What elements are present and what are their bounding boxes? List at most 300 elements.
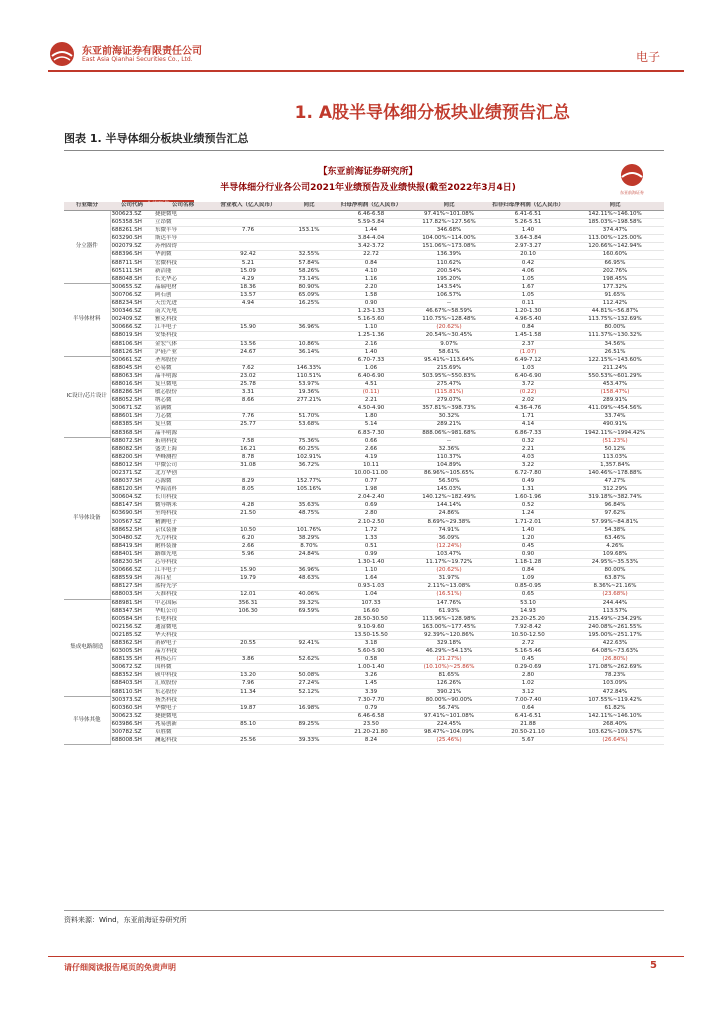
value-cell: 7.30-7.70: [334, 696, 408, 704]
company-name-cell: 晶丰明源: [154, 372, 212, 380]
value-cell: 65.09%: [284, 291, 334, 299]
company-name-cell: 捷捷微电: [154, 211, 212, 219]
value-cell: 26.51%: [566, 348, 664, 356]
stock-code-cell: 300623.SZ: [110, 211, 154, 219]
value-cell: 7.76: [212, 413, 284, 421]
value-cell: 2.10-2.50: [334, 518, 408, 526]
value-cell: 8.36%~21.16%: [566, 583, 664, 591]
value-cell: 185.03%~198.58%: [566, 219, 664, 227]
value-cell: 2.37: [490, 340, 566, 348]
table-body: [64, 211, 664, 745]
stock-code-cell: 688362.SH: [110, 639, 154, 647]
stock-code-cell: 688052.SH: [110, 397, 154, 405]
value-cell: 80.00%: [566, 567, 664, 575]
value-cell: 91.65%: [566, 291, 664, 299]
value-cell: 1.18-1.28: [490, 559, 566, 567]
brand-name-cn: 东亚前海证券有限责任公司: [82, 46, 202, 57]
value-cell: 0.69: [334, 502, 408, 510]
company-name-cell: 颀中科技: [154, 672, 212, 680]
table-row: [64, 461, 664, 469]
value-cell: 5.96: [212, 550, 284, 558]
value-cell: 1.30-1.40: [334, 559, 408, 567]
value-cell: 0.84: [490, 324, 566, 332]
value-cell: 142.11%~146.10%: [566, 712, 664, 720]
value-cell: [212, 316, 284, 324]
value-cell: 73.14%: [284, 275, 334, 283]
value-cell: 0.79: [334, 704, 408, 712]
value-cell: 40.06%: [284, 591, 334, 599]
stock-code-cell: 300706.SZ: [110, 291, 154, 299]
value-cell: 6.41-6.51: [490, 712, 566, 720]
value-cell: 0.77: [334, 478, 408, 486]
table-row: [64, 486, 664, 494]
value-cell: 0.99: [334, 550, 408, 558]
value-cell: 48.63%: [284, 575, 334, 583]
table-row: [64, 550, 664, 558]
stock-code-cell: 688082.SH: [110, 445, 154, 453]
page-header: [48, 34, 684, 70]
value-cell: 10.00-11.00: [334, 470, 408, 478]
value-cell: 3.18: [334, 639, 408, 647]
table-row: [64, 494, 664, 502]
table-row: [64, 672, 664, 680]
category-cell: 分立器件: [64, 211, 110, 284]
value-cell: 13.20: [212, 672, 284, 680]
value-cell: 19.36%: [284, 389, 334, 397]
value-cell: 1.20: [490, 534, 566, 542]
panel-title-subject: 半导体细分行业各公司2021年业绩预告及业绩快报(截至2022年3月4日): [220, 183, 516, 193]
value-cell: [212, 729, 284, 737]
value-cell: 0.45: [490, 542, 566, 550]
stock-code-cell: 688135.SH: [110, 656, 154, 664]
table-row: [64, 300, 664, 308]
value-cell: 52.62%: [284, 656, 334, 664]
value-cell: [284, 631, 334, 639]
value-cell: 36.96%: [284, 324, 334, 332]
value-cell: 2.02: [490, 397, 566, 405]
value-cell: 0.58: [334, 656, 408, 664]
value-cell: 312.29%: [566, 486, 664, 494]
stock-code-cell: 688401.SH: [110, 550, 154, 558]
stock-code-cell: 688048.SH: [110, 275, 154, 283]
company-name-cell: 安集科技: [154, 332, 212, 340]
company-name-cell: 敏芯股份: [154, 389, 212, 397]
value-cell: [212, 211, 284, 219]
value-cell: 4.96-5.40: [490, 316, 566, 324]
value-cell: 4.28: [212, 502, 284, 510]
table-row: [64, 259, 664, 267]
table-row: [64, 607, 664, 615]
value-cell: 198.45%: [566, 275, 664, 283]
value-cell: 96.84%: [566, 502, 664, 510]
source-note: 资料来源：Wind，东亚前海证券研究所: [64, 916, 187, 924]
value-cell: 2.72: [490, 639, 566, 647]
value-cell: 46.29%~54.13%: [408, 648, 490, 656]
table-row: [64, 648, 664, 656]
value-cell: 101.76%: [284, 526, 334, 534]
company-name-cell: 新洁能: [154, 267, 212, 275]
company-name-cell: 华天科技: [154, 631, 212, 639]
table-row: [64, 518, 664, 526]
value-cell: [212, 623, 284, 631]
company-name-cell: 耐科装备: [154, 542, 212, 550]
company-name-cell: 力芯微: [154, 413, 212, 421]
value-cell: 1.25-1.36: [334, 332, 408, 340]
company-name-cell: 通富微电: [154, 623, 212, 631]
value-cell: 107.55%~119.42%: [566, 696, 664, 704]
table-row: [64, 356, 664, 364]
column-header: 公司代码: [110, 202, 154, 211]
table-row: [64, 364, 664, 372]
table-row: [64, 534, 664, 542]
value-cell: 195.00%~251.17%: [566, 631, 664, 639]
stock-code-cell: 002156.SZ: [110, 623, 154, 631]
value-cell: 56.74%: [408, 704, 490, 712]
table-row: [64, 405, 664, 413]
table-row: [64, 267, 664, 275]
value-cell: 30.32%: [408, 413, 490, 421]
company-name-cell: 立昂微: [154, 219, 212, 227]
value-cell: [212, 356, 284, 364]
value-cell: 109.68%: [566, 550, 664, 558]
value-cell: 21.20-21.80: [334, 729, 408, 737]
value-cell: 4.29: [212, 275, 284, 283]
value-cell: 117.82%~127.56%: [408, 219, 490, 227]
value-cell: 35.63%: [284, 502, 334, 510]
value-cell: 1.04: [334, 591, 408, 599]
company-name-cell: 天准科技: [154, 591, 212, 599]
value-cell: 171.08%~262.69%: [566, 664, 664, 672]
value-cell: 5.67: [490, 737, 566, 745]
page-number: 5: [650, 960, 657, 971]
value-cell: 136.39%: [408, 251, 490, 259]
value-cell: 1.44: [334, 227, 408, 235]
value-cell: 5.59-5.84: [334, 219, 408, 227]
value-cell: 1.31: [490, 486, 566, 494]
value-cell: 224.45%: [408, 720, 490, 728]
value-cell: 1942.11%~1994.42%: [566, 429, 664, 437]
value-cell: 6.40-6.90: [490, 372, 566, 380]
value-cell: 80.00%: [566, 324, 664, 332]
value-cell: 240.08%~261.55%: [566, 623, 664, 631]
value-cell: 5.21: [212, 259, 284, 267]
value-cell: 2.16: [334, 340, 408, 348]
stock-code-cell: 300623.SZ: [110, 712, 154, 720]
value-cell: 356.31: [212, 599, 284, 607]
value-cell: 1.20-1.30: [490, 308, 566, 316]
value-cell: 3.12: [490, 688, 566, 696]
value-cell: 38.29%: [284, 534, 334, 542]
value-cell: 10.50: [212, 526, 284, 534]
stock-code-cell: 300666.SZ: [110, 324, 154, 332]
panel-title-institute: 【东亚前海证券研究所】: [318, 167, 418, 177]
value-cell: 1.67: [490, 283, 566, 291]
value-cell: 32.55%: [284, 251, 334, 259]
value-cell: 80.00%~90.00%: [408, 696, 490, 704]
value-cell: 25.78: [212, 380, 284, 388]
value-cell: 8.78: [212, 453, 284, 461]
figure-title: 图表 1. 半导体细分板块业绩预告汇总: [64, 132, 249, 145]
value-cell: 140.46%~178.88%: [566, 470, 664, 478]
value-cell: 0.11: [490, 300, 566, 308]
value-cell: 106.57%: [408, 291, 490, 299]
company-name-cell: 澜起科技: [154, 737, 212, 745]
table-row: [64, 453, 664, 461]
value-cell: 58.26%: [284, 267, 334, 275]
company-name-cell: 路维光电: [154, 550, 212, 558]
table-row: [64, 704, 664, 712]
value-cell: 163.00%~177.45%: [408, 623, 490, 631]
value-cell: 1.58: [334, 291, 408, 299]
stock-code-cell: 688419.SH: [110, 542, 154, 550]
value-cell: 2.80: [490, 672, 566, 680]
value-cell: 9.10-9.60: [334, 623, 408, 631]
company-name-cell: 华峰测控: [154, 453, 212, 461]
value-cell: 3.64-3.84: [490, 235, 566, 243]
value-cell: [284, 729, 334, 737]
table-row: [64, 291, 664, 299]
table-row: [64, 542, 664, 550]
table-row: [64, 615, 664, 623]
value-cell: 18.36: [212, 283, 284, 291]
table-row: [64, 389, 664, 397]
value-cell: 1.00-1.40: [334, 664, 408, 672]
value-cell: 60.25%: [284, 445, 334, 453]
value-cell: 1.05: [490, 275, 566, 283]
company-name-cell: 长光华芯: [154, 275, 212, 283]
source-divider: [64, 910, 664, 911]
value-cell: 4.06: [490, 267, 566, 275]
value-cell: 346.68%: [408, 227, 490, 235]
value-cell: 89.25%: [284, 720, 334, 728]
value-cell: 142.11%~146.10%: [566, 211, 664, 219]
company-name-cell: 纳芯微: [154, 397, 212, 405]
stock-code-cell: 688234.SH: [110, 300, 154, 308]
value-cell: [284, 356, 334, 364]
company-name-cell: 雅克科技: [154, 316, 212, 324]
stock-code-cell: 300604.SZ: [110, 494, 154, 502]
stock-code-cell: 688286.SH: [110, 389, 154, 397]
company-name-cell: 必易微: [154, 364, 212, 372]
table-row: [64, 575, 664, 583]
category-cell: 集成电路制造: [64, 599, 110, 696]
figure-divider: [64, 150, 664, 151]
stock-code-cell: 600360.SH: [110, 704, 154, 712]
value-cell: 6.20: [212, 534, 284, 542]
value-cell: 7.00-7.40: [490, 696, 566, 704]
table-row: [64, 502, 664, 510]
value-cell: 4.94: [212, 300, 284, 308]
value-cell: 64.08%~73.63%: [566, 648, 664, 656]
company-name-cell: 长电科技: [154, 615, 212, 623]
table-row: [64, 324, 664, 332]
value-cell: 1.23-1.33: [334, 308, 408, 316]
value-cell: 34.56%: [566, 340, 664, 348]
stock-code-cell: 688072.SH: [110, 437, 154, 445]
value-cell: (16.51%): [408, 591, 490, 599]
value-cell: 16.60: [334, 607, 408, 615]
table-row: [64, 737, 664, 745]
value-cell: 63.87%: [566, 575, 664, 583]
value-cell: 113.75%~132.69%: [566, 316, 664, 324]
value-cell: 1.03: [490, 364, 566, 372]
value-cell: 113.03%: [566, 453, 664, 461]
stock-code-cell: 688120.SH: [110, 486, 154, 494]
value-cell: [212, 243, 284, 251]
value-cell: 3.26: [334, 672, 408, 680]
value-cell: 0.84: [334, 259, 408, 267]
column-header: 同比: [566, 202, 664, 211]
table-row: [64, 348, 664, 356]
value-cell: 44.81%~56.87%: [566, 308, 664, 316]
value-cell: 6.70-7.33: [334, 356, 408, 364]
table-row: [64, 559, 664, 567]
table-row: [64, 308, 664, 316]
stock-code-cell: 688127.SH: [110, 583, 154, 591]
value-cell: [212, 308, 284, 316]
value-cell: 4.50-4.90: [334, 405, 408, 413]
value-cell: 143.54%: [408, 283, 490, 291]
value-cell: 20.55: [212, 639, 284, 647]
value-cell: 53.97%: [284, 380, 334, 388]
value-cell: 2.11%~13.08%: [408, 583, 490, 591]
category-cell: 半导体材料: [64, 283, 110, 356]
value-cell: 14.93: [490, 607, 566, 615]
value-cell: 58.61%: [408, 348, 490, 356]
value-cell: 289.91%: [566, 397, 664, 405]
value-cell: 1.02: [490, 680, 566, 688]
table-row: [64, 478, 664, 486]
stock-code-cell: 688352.SH: [110, 672, 154, 680]
value-cell: [284, 559, 334, 567]
company-name-cell: 晶丰明源: [154, 429, 212, 437]
value-cell: 277.21%: [284, 397, 334, 405]
column-header: 行业细分: [64, 202, 110, 211]
value-cell: 3.86: [212, 656, 284, 664]
value-cell: 10.11: [334, 461, 408, 469]
value-cell: 5.14: [334, 421, 408, 429]
stock-code-cell: 688008.SH: [110, 737, 154, 745]
stock-code-cell: 688559.SH: [110, 575, 154, 583]
value-cell: 6.46-6.58: [334, 712, 408, 720]
value-cell: 92.42: [212, 251, 284, 259]
value-cell: 13.50-15.50: [334, 631, 408, 639]
stock-code-cell: 688396.SH: [110, 251, 154, 259]
value-cell: 104.89%: [408, 461, 490, 469]
company-name-cell: 富满微: [154, 405, 212, 413]
value-cell: 0.90: [334, 300, 408, 308]
stock-code-cell: 688045.SH: [110, 364, 154, 372]
company-name-cell: 芯导科技: [154, 559, 212, 567]
company-name-cell: 东微半导: [154, 227, 212, 235]
value-cell: 12.01: [212, 591, 284, 599]
value-cell: 1.06: [334, 364, 408, 372]
value-cell: 357.81%~398.73%: [408, 405, 490, 413]
value-cell: (0.22): [490, 389, 566, 397]
value-cell: 3.22: [490, 461, 566, 469]
brand-name-en: East Asia Qianhai Securities Co., Ltd.: [82, 56, 193, 63]
table-row: [64, 421, 664, 429]
value-cell: [212, 429, 284, 437]
value-cell: [212, 235, 284, 243]
value-cell: 152.77%: [284, 478, 334, 486]
value-cell: [284, 583, 334, 591]
value-cell: 0.49: [490, 478, 566, 486]
company-name-cell: 微导纳米: [154, 502, 212, 510]
column-header: 公司名称: [154, 202, 212, 211]
stock-code-cell: 603290.SH: [110, 235, 154, 243]
value-cell: 1.10: [334, 567, 408, 575]
stock-code-cell: 688063.SH: [110, 372, 154, 380]
stock-code-cell: 603986.SH: [110, 720, 154, 728]
value-cell: --: [408, 437, 490, 445]
stock-code-cell: 688126.SH: [110, 348, 154, 356]
table-row: [64, 567, 664, 575]
footer-disclaimer[interactable]: 请仔细阅读报告尾页的免责声明: [64, 963, 176, 972]
value-cell: 48.75%: [284, 510, 334, 518]
value-cell: (12.24%): [408, 542, 490, 550]
table-row: [64, 712, 664, 720]
value-cell: 2.21: [490, 445, 566, 453]
category-cell: 半导体设备: [64, 437, 110, 599]
value-cell: 36.72%: [284, 461, 334, 469]
value-cell: 1,357.84%: [566, 461, 664, 469]
column-header: 扣非归母净利润（亿人民币）: [490, 202, 566, 211]
value-cell: 8.24: [334, 737, 408, 745]
value-cell: [212, 712, 284, 720]
value-cell: 1.40: [490, 526, 566, 534]
value-cell: 2.66: [212, 542, 284, 550]
value-cell: 15.09: [212, 267, 284, 275]
value-cell: 195.20%: [408, 275, 490, 283]
panel-logo-text: 东亚前海证券: [620, 190, 644, 195]
value-cell: 0.52: [490, 502, 566, 510]
stock-code-cell: 688200.SH: [110, 453, 154, 461]
company-name-cell: 国科微: [154, 664, 212, 672]
value-cell: 503.95%~550.83%: [408, 372, 490, 380]
table-row: [64, 729, 664, 737]
value-cell: 2.80: [334, 510, 408, 518]
value-cell: 144.14%: [408, 502, 490, 510]
company-name-cell: 光力科技: [154, 534, 212, 542]
value-cell: 104.00%~114.00%: [408, 235, 490, 243]
value-cell: 1.10: [334, 324, 408, 332]
value-cell: 6.46-6.58: [334, 211, 408, 219]
value-cell: 23.50: [334, 720, 408, 728]
stock-code-cell: 002185.SZ: [110, 631, 154, 639]
value-cell: 53.68%: [284, 421, 334, 429]
value-cell: 122.15%~143.60%: [566, 356, 664, 364]
value-cell: [212, 332, 284, 340]
value-cell: 1.60-1.96: [490, 494, 566, 502]
value-cell: 13.56: [212, 340, 284, 348]
stock-code-cell: 603005.SH: [110, 648, 154, 656]
value-cell: 2.97-3.27: [490, 243, 566, 251]
value-cell: 2.66: [334, 445, 408, 453]
value-cell: 4.51: [334, 380, 408, 388]
value-cell: [212, 559, 284, 567]
column-header: 营业收入（亿人民币）: [212, 202, 284, 211]
value-cell: [212, 518, 284, 526]
value-cell: 1.45-1.58: [490, 332, 566, 340]
value-cell: 1.33: [334, 534, 408, 542]
value-cell: 50.08%: [284, 672, 334, 680]
company-name-cell: 卓胜微: [154, 729, 212, 737]
value-cell: 5.60-5.90: [334, 648, 408, 656]
value-cell: 319.18%~382.74%: [566, 494, 664, 502]
value-cell: 36.09%: [408, 534, 490, 542]
table-row: [64, 688, 664, 696]
